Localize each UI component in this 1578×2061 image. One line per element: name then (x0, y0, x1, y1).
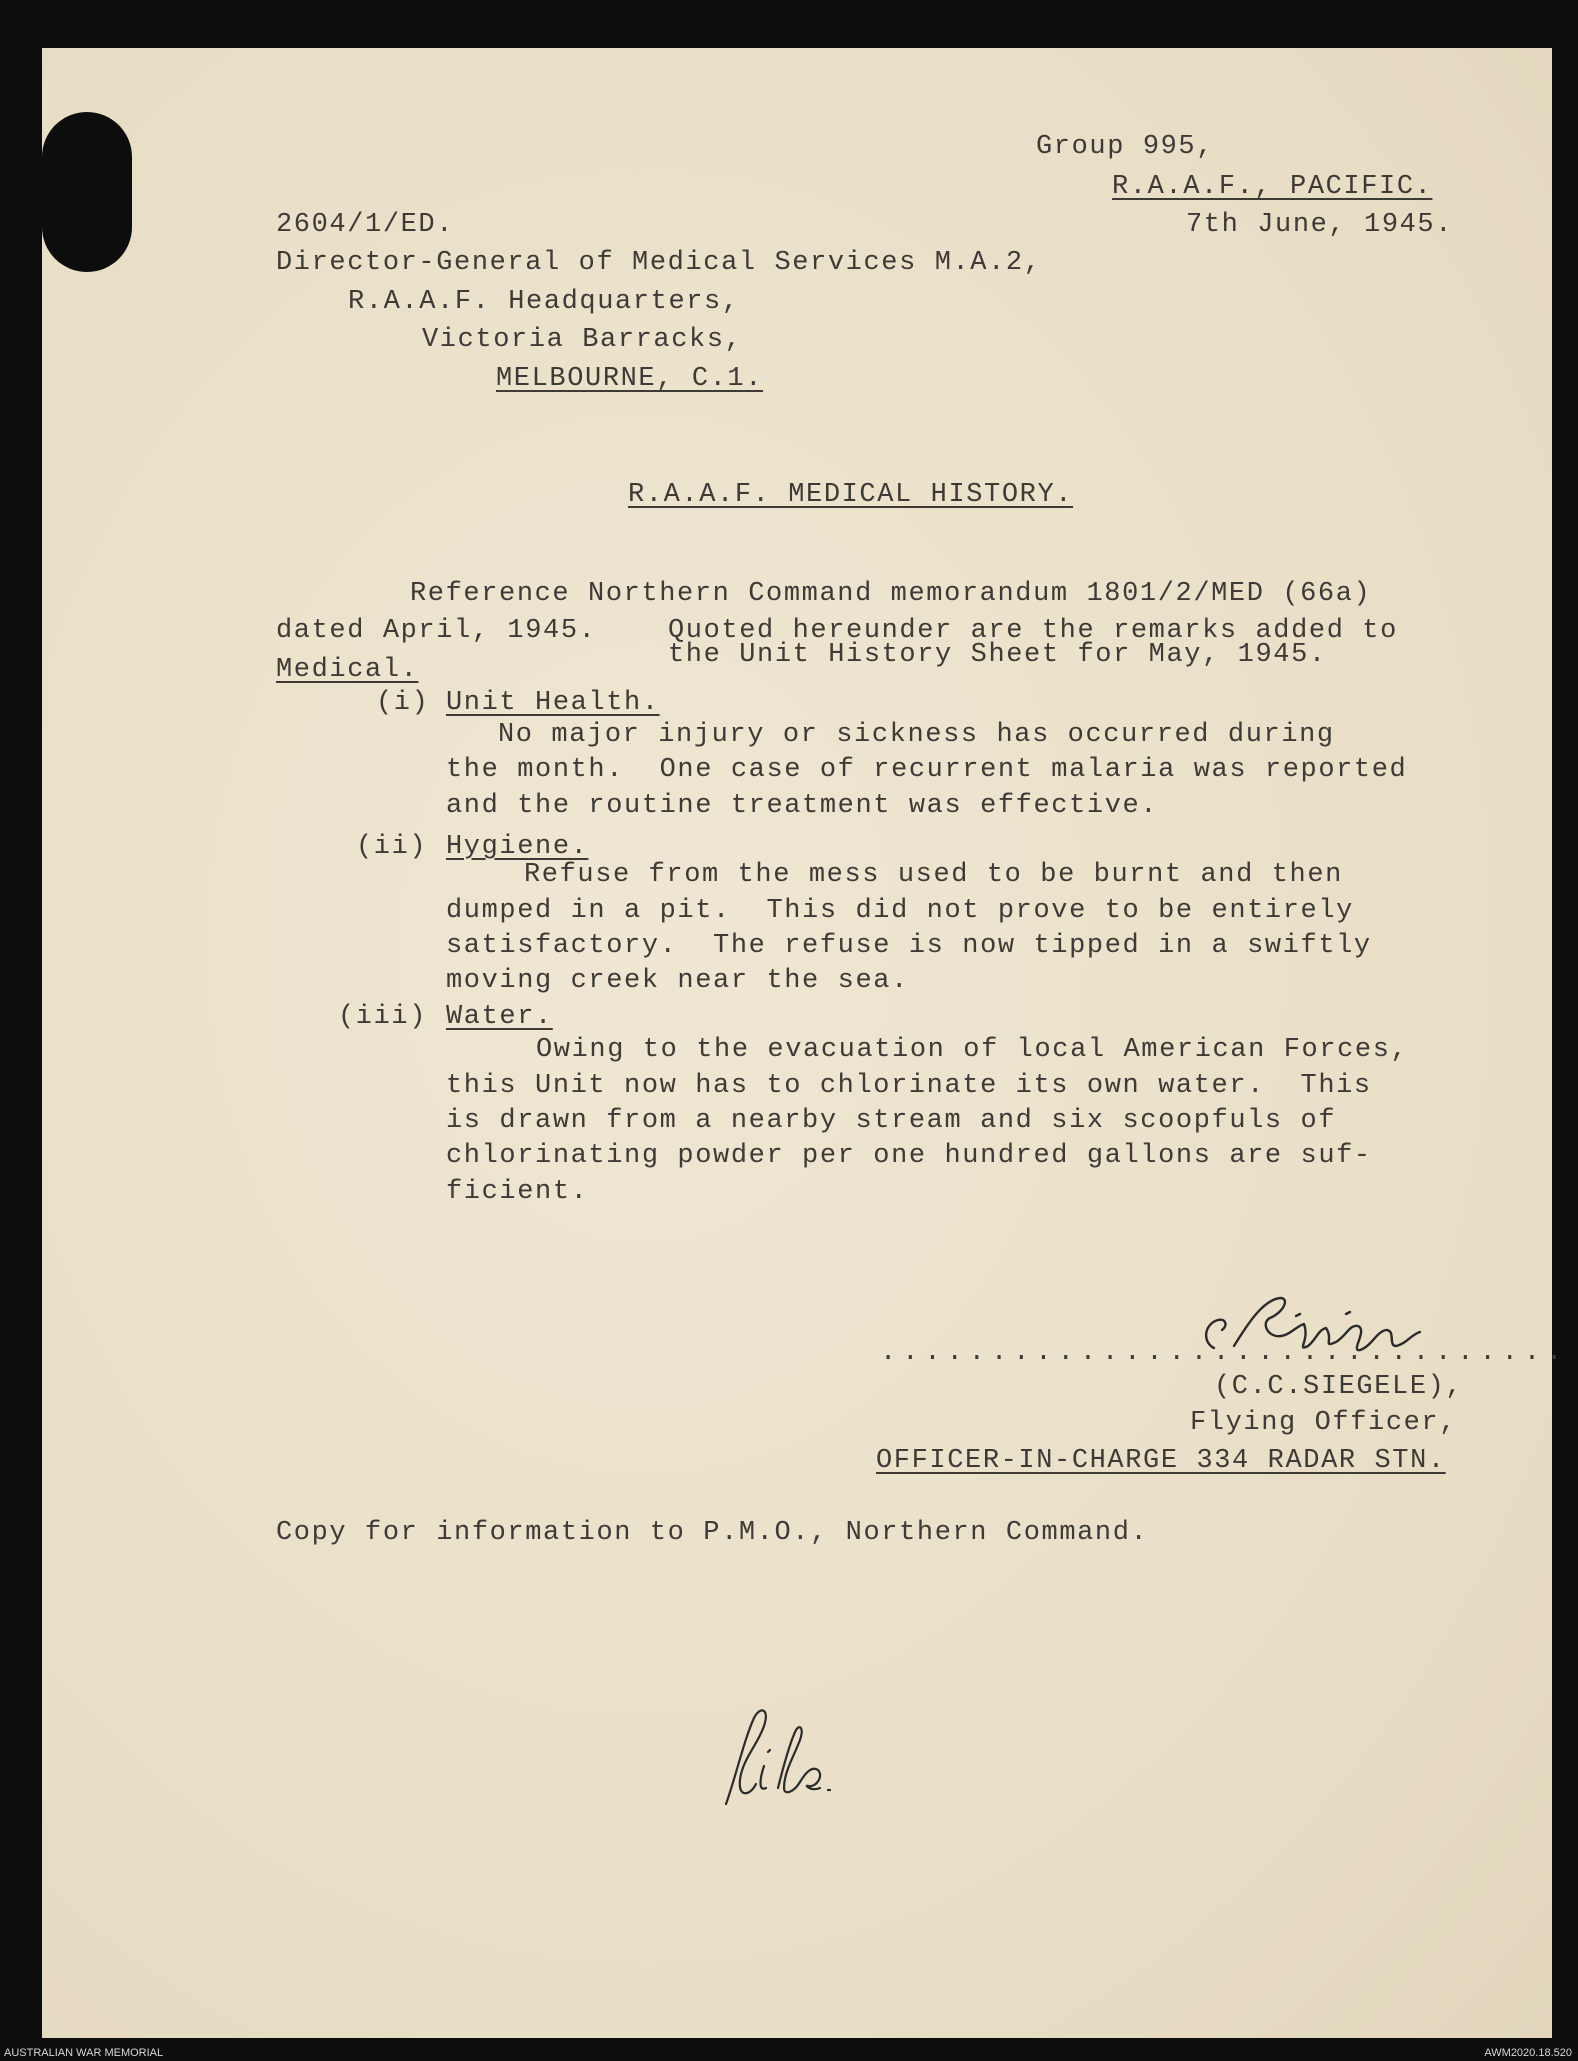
recipient-line-4: MELBOURNE, C.1. (496, 364, 764, 394)
section-1-numeral: (i) (376, 688, 430, 718)
section-2-heading: Hygiene. (446, 832, 589, 862)
copy-for-information-note: Copy for information to P.M.O., Northern Command. (276, 1518, 1149, 1548)
intro-line-2b: Quoted hereunder are the remarks added to (668, 616, 1398, 646)
archive-footer-right: AWM2020.18.520 (1484, 2047, 1572, 2059)
intro-line-3b: the Unit History Sheet for May, 1945. (668, 640, 1327, 670)
section-1-line: the month. One case of recurrent malaria was reported (446, 755, 1408, 785)
intro-line-2a: dated April, 1945. (276, 616, 597, 646)
signatory-title: OFFICER-IN-CHARGE 334 RADAR STN. (876, 1446, 1446, 1476)
section-3-line: Owing to the evacuation of local American Forces, (536, 1035, 1409, 1065)
handwritten-signature (1200, 1290, 1440, 1370)
section-3-line: ficient. (446, 1177, 589, 1207)
intro-medical-label: Medical. (276, 655, 419, 685)
subject-heading: R.A.A.F. MEDICAL HISTORY. (628, 480, 1074, 510)
section-3-line: is drawn from a nearby stream and six scoopfuls of (446, 1106, 1337, 1136)
handwritten-file-note (720, 1700, 840, 1810)
signature-dotted-line: ............................... (880, 1338, 1569, 1368)
reference-number: 2604/1/ED. (276, 210, 455, 240)
section-2-line: moving creek near the sea. (446, 966, 909, 996)
section-3-numeral: (iii) (338, 1002, 428, 1032)
intro-line-1: Reference Northern Command memorandum 1801/2/MED (66a) (410, 579, 1372, 609)
letter-date: 7th June, 1945. (1186, 210, 1454, 240)
punch-hole-slot (42, 168, 102, 216)
section-3-heading: Water. (446, 1002, 553, 1032)
section-1-heading: Unit Health. (446, 688, 660, 718)
signatory-rank: Flying Officer, (1190, 1408, 1458, 1438)
section-2-line: Refuse from the mess used to be burnt and then (524, 860, 1343, 890)
section-2-numeral: (ii) (356, 832, 428, 862)
recipient-line-3: Victoria Barracks, (422, 325, 743, 355)
section-2-line: satisfactory. The refuse is now tipped in a swiftly (446, 931, 1372, 961)
signatory-name: (C.C.SIEGELE), (1214, 1372, 1464, 1402)
section-2-line: dumped in a pit. This did not prove to be entirely (446, 896, 1354, 926)
archive-footer-left: AUSTRALIAN WAR MEMORIAL (4, 2047, 164, 2059)
section-3-line: chlorinating powder per one hundred gallons are suf- (446, 1141, 1372, 1171)
recipient-line-1: Director-General of Medical Services M.A.2, (276, 248, 1042, 278)
sender-line-2: R.A.A.F., PACIFIC. (1112, 172, 1433, 202)
recipient-line-2: R.A.A.F. Headquarters, (348, 287, 740, 317)
section-3-line: this Unit now has to chlorinate its own water. This (446, 1071, 1372, 1101)
sender-line-1: Group 995, (1036, 132, 1215, 162)
section-1-line: and the routine treatment was effective. (446, 791, 1159, 821)
section-1-line: No major injury or sickness has occurred during (498, 720, 1335, 750)
